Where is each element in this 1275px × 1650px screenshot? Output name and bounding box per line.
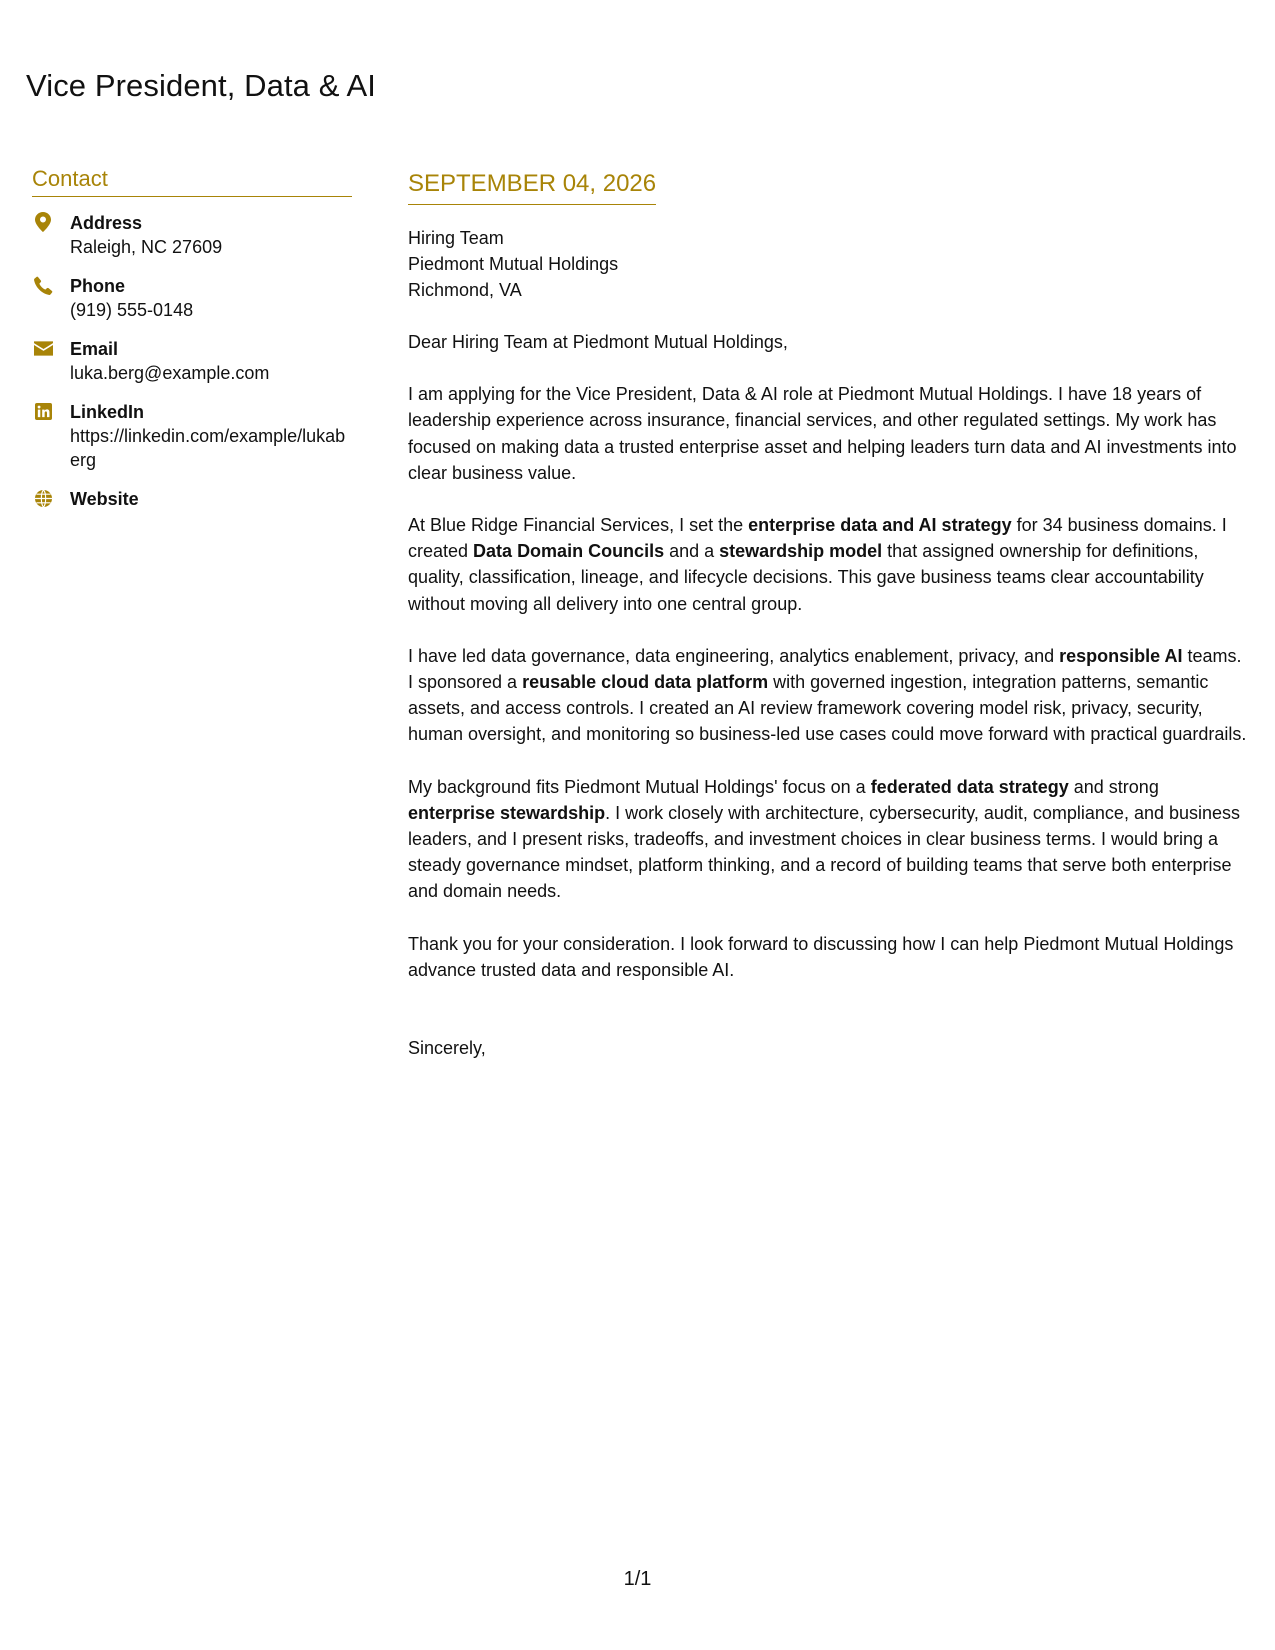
- text-run: and a: [664, 541, 720, 562]
- phone-label: Phone: [70, 276, 126, 296]
- bold-phrase: responsible AI: [1059, 645, 1183, 666]
- contact-heading: Contact: [32, 166, 352, 197]
- email-value[interactable]: luka.berg@example.com: [70, 363, 270, 383]
- bold-phrase: federated data strategy: [870, 776, 1069, 797]
- linkedin-icon: [32, 400, 54, 422]
- text-run: My background fits Piedmont Mutual Holdings' focus on a: [408, 776, 871, 797]
- recipient-block: [408, 225, 1248, 303]
- text-run: I have led data governance, data engineering, analytics enablement, privacy, and: [408, 645, 1060, 666]
- body-paragraph: [408, 774, 1248, 905]
- bold-phrase: enterprise stewardship: [408, 802, 606, 823]
- bold-phrase: reusable cloud data platform: [522, 672, 769, 693]
- contact-sidebar: [32, 166, 352, 526]
- text-run: with governed ingestion, integration patterns, semantic assets, and access controls. I created an AI review framework covering model risk, privacy, security, human oversight, and monitoring so business-led use cases could move forward with practical guardrails.: [408, 672, 1247, 745]
- body-paragraph: [408, 931, 1248, 983]
- recipient-line: Piedmont Mutual Holdings: [408, 254, 619, 274]
- page-title: Vice President, Data & AI: [26, 68, 377, 103]
- text-run: and strong: [1068, 776, 1159, 797]
- globe-icon: [32, 487, 54, 509]
- bold-phrase: Data Domain Councils: [473, 541, 665, 562]
- envelope-icon: [32, 337, 54, 359]
- bold-phrase: stewardship model: [719, 541, 883, 562]
- text-run: At Blue Ridge Financial Services, I set the: [408, 515, 749, 536]
- address-label: Address: [70, 213, 143, 233]
- website-label: Website: [70, 489, 139, 509]
- contact-item-website: [32, 487, 352, 511]
- salutation: Dear Hiring Team at Piedmont Mutual Holdings,: [408, 332, 788, 352]
- letter-body: [408, 170, 1248, 1061]
- text-run: I am applying for the Vice President, Data & AI role at Piedmont Mutual Holdings. I have 18 years of leadership experience across insurance, financial services, and other regulated settings. My work has focused on making data a trusted enterprise asset and helping leaders turn data and AI investments into clear business value.: [408, 384, 1237, 483]
- linkedin-label: LinkedIn: [70, 402, 145, 422]
- email-label: Email: [70, 339, 119, 359]
- body-paragraph: [408, 643, 1248, 748]
- address-value: Raleigh, NC 27609: [70, 237, 223, 257]
- letter-date: SEPTEMBER 04, 2026: [408, 170, 656, 205]
- linkedin-value[interactable]: https://linkedin.com/example/lukaberg: [70, 426, 346, 470]
- phone-value: (919) 555-0148: [70, 300, 194, 320]
- contact-item-linkedin: [32, 400, 352, 472]
- contact-item-phone: [32, 274, 352, 322]
- text-run: for 34 business domains. I created: [408, 515, 1227, 562]
- text-run: . I work closely with architecture, cybersecurity, audit, compliance, and business leaders, and I present risks, tradeoffs, and investment choices in clear business terms. I would bring a steady governance mindset, platform thinking, and a record of building teams that serve both enterprise and domain needs.: [408, 802, 1241, 902]
- phone-icon: [32, 274, 54, 296]
- map-marker-icon: [32, 211, 54, 233]
- text-run: teams. I sponsored a: [408, 645, 1242, 693]
- closing: Sincerely,: [408, 1038, 486, 1059]
- recipient-line: Hiring Team: [408, 228, 504, 248]
- text-run: that assigned ownership for definitions, quality, classification, lineage, and lifecycle decisions. This gave business teams clear accountability without moving all delivery into one central group.: [408, 541, 1204, 614]
- contact-item-address: [32, 211, 352, 259]
- body-paragraph: [408, 381, 1248, 486]
- body-paragraph: [408, 512, 1248, 617]
- text-run: Thank you for your consideration. I look forward to discussing how I can help Piedmont Mutual Holdings advance trusted data and responsible AI.: [408, 933, 1234, 980]
- recipient-line: Richmond, VA: [408, 280, 522, 300]
- bold-phrase: enterprise data and AI strategy: [748, 515, 1012, 536]
- contact-item-email: [32, 337, 352, 385]
- page-number: 1/1: [623, 1568, 652, 1590]
